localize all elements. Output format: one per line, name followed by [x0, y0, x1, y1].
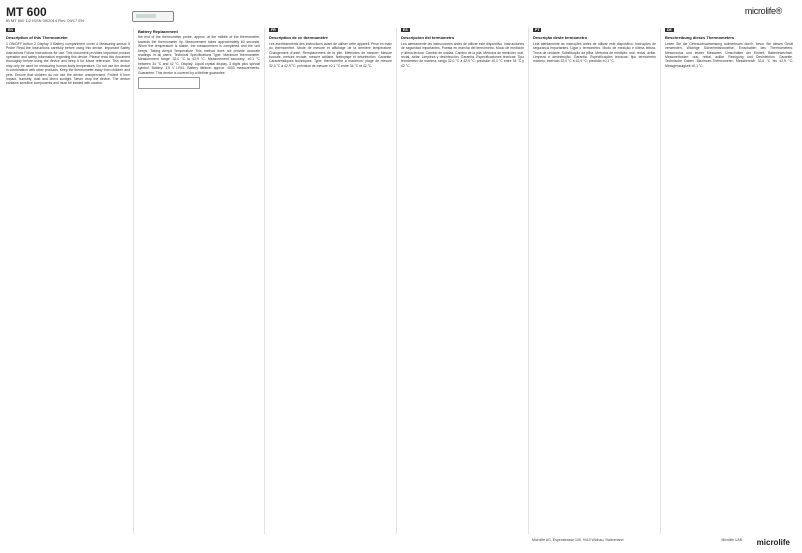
section-body: 1 ON/OFF button 2 Display 3 Battery compartment cover 4 Measuring sensor 5 Probe Read the instructions carefully before using this device. Important Safety Instructions Follow instructions for use. This document provides important product operation and safety information regarding this device. Please read this document thoroughly before using the device and keep it for future reference. This device may only be used for measuring human body temperature. Do not use the device in combination with other products. Keep the thermometer away from children and pets. Ensure that children do not use the device unsupervised. Protect it from impact, humidity, dust and direct sunlight. Never drop the device. The device contains sensitive components and must be treated with caution.	[6, 41, 130, 86]
column-pt	[533, 28, 656, 534]
language-tag: ES	[403, 28, 408, 32]
manufacturer-address: Microlife AG, Espenstrasse 139, 9443 Widnau, Switzerland	[532, 538, 624, 542]
language-tag: EN	[8, 28, 13, 32]
column-divider	[528, 28, 529, 534]
section-body: Leia atentamente as instruções antes de utilizar este dispositivo. Instruções de segurança importantes. Ligar o termómetro. Modo de medição e última leitura. Troca de unidade. Substituição da pilha. Métodos de medição: oral, rectal, axilar. Limpeza e desinfecção. Garantia. Especificações técnicas: tipo termómetro máximo; intervalo 32,0 °C a 42,9 °C; precisão ±0,1 °C.	[533, 41, 656, 64]
column-de	[665, 28, 793, 534]
document-code: IB MT 600 1/2 ISSN 09/2014 Rev. 09/17 EN	[6, 18, 84, 23]
footer-logo: microlife	[756, 538, 790, 547]
document-header	[6, 5, 796, 27]
column-divider	[396, 28, 397, 534]
brand-logo: microlife®	[744, 6, 782, 16]
spec-table-outline	[138, 77, 200, 89]
language-tag: DE	[667, 28, 672, 32]
column-en-2	[138, 28, 260, 534]
section-title: Description of this Thermometer	[6, 35, 68, 41]
section-title: Beschreibung dieses Thermometers	[665, 35, 735, 41]
section-body: Lea atentamente las instrucciones antes de utilizar este dispositivo. Instrucciones de seguridad importantes. Puesta en marcha del termómetro. Modo de medición y última lectura. Cambio de unidad. Cambio de la pila. Métodos de medición: oral, rectal, axilar. Limpieza y desinfección. Garantía. Especificaciones técnicas: Tipo termómetro de máxima; rango 32,0 °C a 42,9 °C; precisión ±0,1 °C entre 34 °C y 42 °C.	[401, 41, 524, 68]
language-tag: PT	[535, 28, 540, 32]
column-es	[401, 28, 524, 534]
section-body: Lesen Sie die Gebrauchsanweisung aufmerksam durch, bevor Sie dieses Gerät verwenden. Wichtige Sicherheitshinweise. Einschalten des Thermometers. Messmodus und letzter Messwert. Umschalten der Einheit. Batteriewechsel. Messmethoden: oral, rektal, axillar. Reinigung und Desinfektion. Garantie. Technische Daten: Maximum-Thermometer; Messbereich 32,0 °C bis 42,9 °C; Messgenauigkeit ±0,1 °C.	[665, 41, 793, 68]
distributor-address: Microlife UAB	[721, 538, 742, 542]
section-body: Les avertissements des instructions avant de utiliser cette appareil. Prise en main du thermomètre. Mode de mesure et affichage de la dernière température. Changement d'unité. Remplacement de la pile. Méthodes de mesure: Mesure buccale, mesure rectale, mesure axillaire. Nettoyage et désinfection. Garantie. Caractéristiques techniques: Type: thermomètre à maximum; plage de mesure 32,0 °C à 42,9 °C; précision de mesure ±0,1 °C entre 34 °C et 42 °C.	[269, 41, 392, 68]
column-en	[6, 28, 130, 534]
section-title: Description de ce thermomètre	[269, 35, 328, 41]
thermometer-illustration	[132, 11, 174, 22]
language-tag: FR	[271, 28, 276, 32]
section-title: Descrição deste termómetro	[533, 35, 588, 41]
section-title: Battery Replacement	[138, 29, 178, 34]
section-title: Descripción del termómetro	[401, 35, 455, 41]
column-divider	[133, 28, 134, 534]
column-fr	[269, 28, 392, 534]
section-body: the end of the thermometer probe, approx. at the middle of the thermometer, towards the thermometer tip. Measurement takes approximately 60 seconds. When the temperature is stable, the measurement is completed and the unit beeps. Taking Armpit Temperature This method does not provide accurate readings in all users. Technical Specifications Type: Maximum thermometer. Measurement range: 32.0 °C to 42.9 °C. Measurement accuracy: ±0.1 °C between 34 °C and 42 °C. Display: Liquid crystal display, 3 digits plus special symbol. Battery: 1.5 V LR41. Battery lifetime: approx. 4000 measurements. Guarantee: This device is covered by a lifetime guarantee.	[138, 35, 260, 75]
column-divider	[264, 28, 265, 534]
column-divider	[660, 28, 661, 534]
model-name: MT 600	[6, 5, 47, 19]
